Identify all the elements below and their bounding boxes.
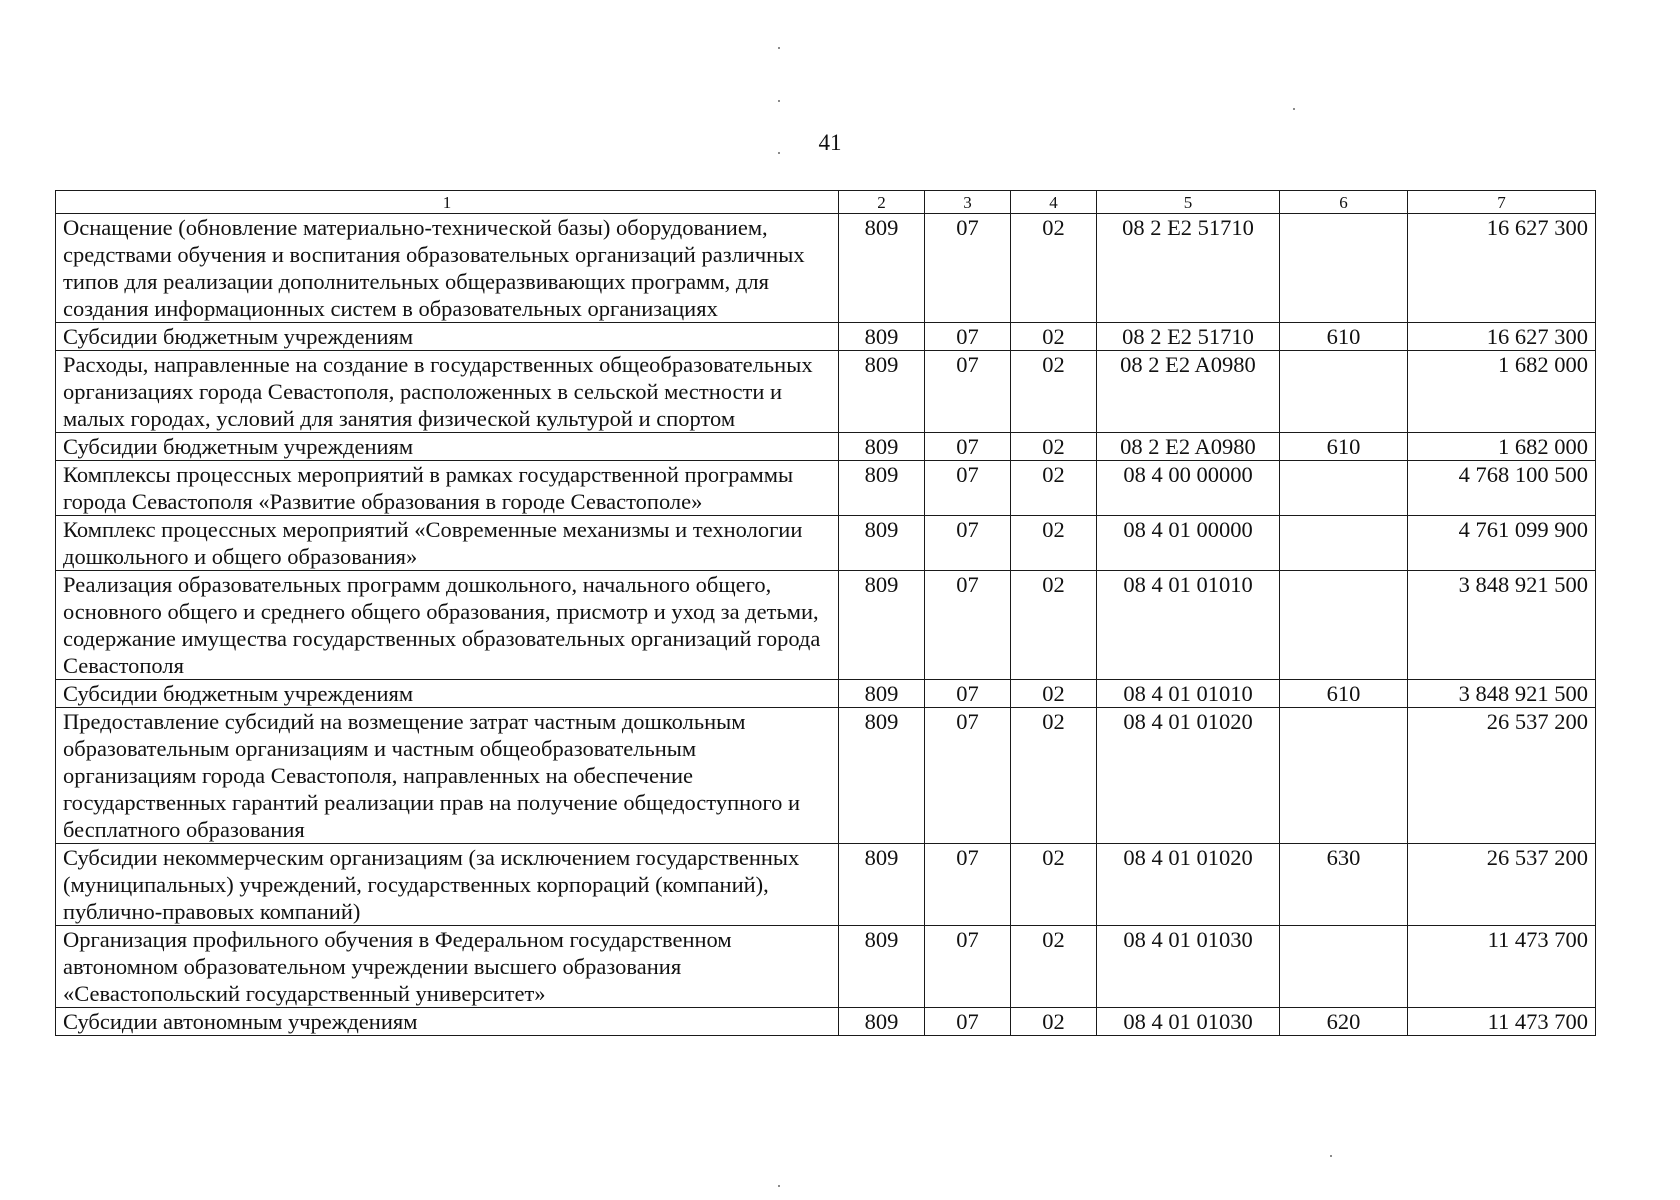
row-ministry-code: 809 [839,680,925,708]
row-amount: 16 627 300 [1408,323,1596,351]
row-expense-type: 610 [1280,323,1408,351]
row-subsection-code: 02 [1011,844,1097,926]
column-header-3: 3 [925,191,1011,214]
row-subsection-code: 02 [1011,680,1097,708]
table-row [56,680,1596,708]
row-expense-type: 610 [1280,433,1408,461]
scan-speck [778,1185,780,1187]
row-name: Субсидии бюджетным учреждениям [56,323,839,351]
row-subsection-code: 02 [1011,461,1097,516]
row-amount: 4 768 100 500 [1408,461,1596,516]
row-ministry-code: 809 [839,844,925,926]
row-name: Оснащение (обновление материально-технической базы) оборудованием, средствами обучения и воспитания образовательных организаций различных типов для реализации дополнительных общеразвивающих программ, для создания информационных систем в образовательных организациях [56,214,839,323]
table-row [56,214,1596,323]
row-target-code: 08 2 E2 A0980 [1097,433,1280,461]
row-amount: 11 473 700 [1408,926,1596,1008]
row-section-code: 07 [925,844,1011,926]
row-ministry-code: 809 [839,461,925,516]
row-section-code: 07 [925,571,1011,680]
row-section-code: 07 [925,351,1011,433]
header-row [56,191,1596,214]
scan-speck [778,152,780,154]
row-section-code: 07 [925,516,1011,571]
row-expense-type [1280,214,1408,323]
row-expense-type: 610 [1280,680,1408,708]
row-section-code: 07 [925,323,1011,351]
table-row [56,844,1596,926]
page-number: 41 [818,130,842,155]
row-amount: 26 537 200 [1408,708,1596,844]
column-header-1: 1 [56,191,839,214]
row-target-code: 08 4 00 00000 [1097,461,1280,516]
row-name: Расходы, направленные на создание в государственных общеобразовательных организациях города Севастополя, расположенных в сельской местности и малых городах, условий для занятия физической культурой и спортом [56,351,839,433]
row-expense-type [1280,516,1408,571]
row-name: Реализация образовательных программ дошкольного, начального общего, основного общего и среднего общего образования, присмотр и уход за детьми, содержание имущества государственных образовательных организаций города Севастополя [56,571,839,680]
row-expense-type [1280,571,1408,680]
row-section-code: 07 [925,461,1011,516]
row-subsection-code: 02 [1011,433,1097,461]
row-ministry-code: 809 [839,516,925,571]
scan-speck [778,47,780,49]
row-subsection-code: 02 [1011,516,1097,571]
row-ministry-code: 809 [839,433,925,461]
table-row [56,433,1596,461]
row-name: Субсидии бюджетным учреждениям [56,433,839,461]
row-expense-type: 630 [1280,844,1408,926]
row-section-code: 07 [925,680,1011,708]
row-expense-type: 620 [1280,1008,1408,1036]
row-amount: 4 761 099 900 [1408,516,1596,571]
row-name: Субсидии некоммерческим организациям (за исключением государственных (муниципальных) учреждений, государственных корпораций (компаний), публично-правовых компаний) [56,844,839,926]
table-row [56,323,1596,351]
row-target-code: 08 4 01 01020 [1097,708,1280,844]
row-subsection-code: 02 [1011,571,1097,680]
row-section-code: 07 [925,1008,1011,1036]
row-amount: 3 848 921 500 [1408,571,1596,680]
row-subsection-code: 02 [1011,926,1097,1008]
row-ministry-code: 809 [839,708,925,844]
table-row [56,461,1596,516]
row-section-code: 07 [925,926,1011,1008]
row-name: Комплексы процессных мероприятий в рамках государственной программы города Севастополя «Развитие образования в городе Севастополе» [56,461,839,516]
table-row [56,708,1596,844]
column-header-7: 7 [1408,191,1596,214]
row-ministry-code: 809 [839,926,925,1008]
table-row [56,1008,1596,1036]
row-amount: 26 537 200 [1408,844,1596,926]
row-subsection-code: 02 [1011,351,1097,433]
row-ministry-code: 809 [839,323,925,351]
row-amount: 16 627 300 [1408,214,1596,323]
row-amount: 3 848 921 500 [1408,680,1596,708]
scan-speck [1330,1155,1332,1157]
column-header-2: 2 [839,191,925,214]
row-ministry-code: 809 [839,351,925,433]
row-ministry-code: 809 [839,214,925,323]
table-row [56,926,1596,1008]
row-name: Субсидии автономным учреждениям [56,1008,839,1036]
row-name: Субсидии бюджетным учреждениям [56,680,839,708]
row-name: Организация профильного обучения в Федеральном государственном автономном образовательном учреждении высшего образования «Севастопольский государственный университет» [56,926,839,1008]
row-target-code: 08 2 E2 51710 [1097,323,1280,351]
row-subsection-code: 02 [1011,708,1097,844]
row-amount: 1 682 000 [1408,433,1596,461]
row-section-code: 07 [925,433,1011,461]
row-ministry-code: 809 [839,571,925,680]
budget-table [55,190,1596,1036]
row-name: Предоставление субсидий на возмещение затрат частным дошкольным образовательным организациям и частным общеобразовательным организациям города Севастополя, направленных на обеспечение государственных гарантий реализации прав на получение общедоступного и бесплатного образования [56,708,839,844]
row-target-code: 08 2 E2 51710 [1097,214,1280,323]
row-target-code: 08 4 01 01010 [1097,571,1280,680]
row-name: Комплекс процессных мероприятий «Современные механизмы и технологии дошкольного и общего образования» [56,516,839,571]
table-row [56,351,1596,433]
row-subsection-code: 02 [1011,214,1097,323]
row-amount: 11 473 700 [1408,1008,1596,1036]
scan-speck [1293,108,1295,110]
row-expense-type [1280,351,1408,433]
scan-speck [778,100,780,102]
row-target-code: 08 4 01 01020 [1097,844,1280,926]
column-header-4: 4 [1011,191,1097,214]
table-row [56,571,1596,680]
row-expense-type [1280,461,1408,516]
row-subsection-code: 02 [1011,1008,1097,1036]
row-subsection-code: 02 [1011,323,1097,351]
row-target-code: 08 4 01 00000 [1097,516,1280,571]
row-target-code: 08 4 01 01010 [1097,680,1280,708]
column-header-6: 6 [1280,191,1408,214]
row-target-code: 08 2 E2 A0980 [1097,351,1280,433]
table-row [56,516,1596,571]
row-expense-type [1280,926,1408,1008]
row-section-code: 07 [925,214,1011,323]
row-target-code: 08 4 01 01030 [1097,926,1280,1008]
row-amount: 1 682 000 [1408,351,1596,433]
row-ministry-code: 809 [839,1008,925,1036]
row-section-code: 07 [925,708,1011,844]
row-expense-type [1280,708,1408,844]
column-header-5: 5 [1097,191,1280,214]
row-target-code: 08 4 01 01030 [1097,1008,1280,1036]
